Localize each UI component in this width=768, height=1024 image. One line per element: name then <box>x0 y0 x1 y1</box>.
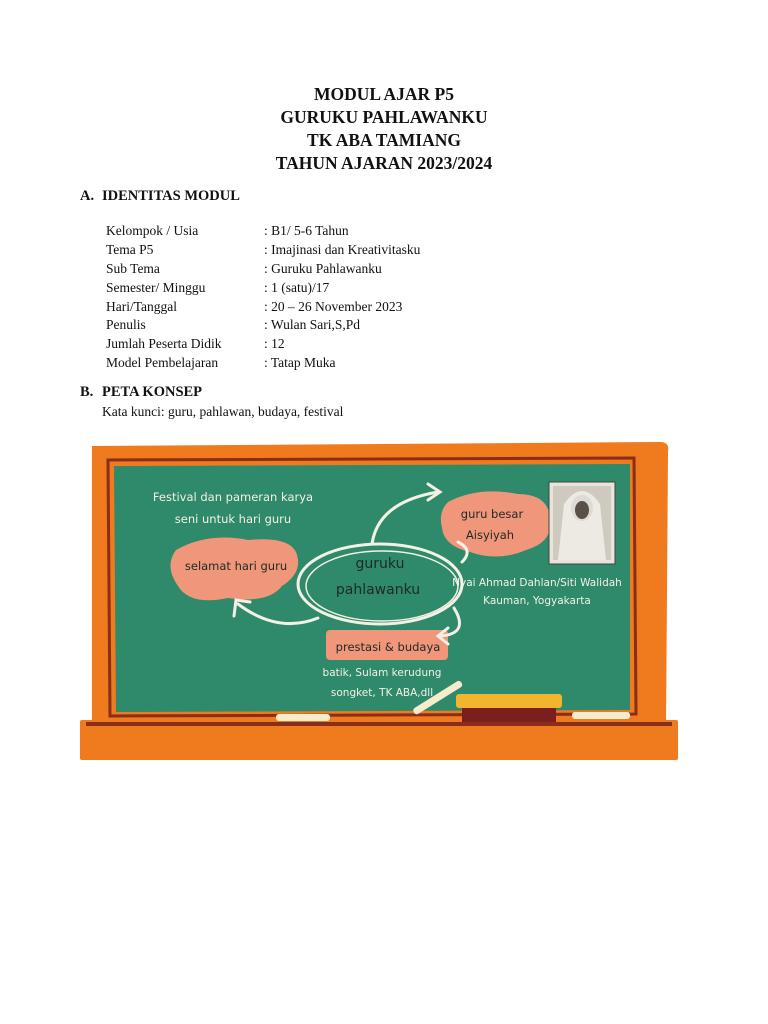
title-line-4: TAHUN AJARAN 2023/2024 <box>275 153 493 173</box>
portrait-photo <box>549 482 615 564</box>
festival-line-1: Festival dan pameran karya <box>152 490 314 504</box>
section-a-number: A. <box>80 188 95 204</box>
selamat-label: selamat hari guru <box>184 559 288 573</box>
identity-value: : 1 (satu)/17 <box>264 279 330 295</box>
nyai-line-1: Nyai Ahmad Dahlan/Siti Walidah <box>452 577 622 589</box>
identity-value: : 12 <box>264 336 285 352</box>
identity-row <box>106 222 420 241</box>
batik-line-2: songket, TK ABA,dll <box>330 687 434 699</box>
guru-besar-line-2: Aisyiyah <box>465 528 515 542</box>
section-a-title: IDENTITAS MODUL <box>102 188 240 204</box>
batik-line-1: batik, Sulam kerudung <box>322 667 442 679</box>
keywords-line: Kata kunci: guru, pahlawan, budaya, festival <box>102 404 344 419</box>
identity-value: : Imajinasi dan Kreativitasku <box>264 241 421 257</box>
identity-row <box>106 260 420 279</box>
section-b-heading <box>80 384 202 401</box>
chalk-stick <box>276 714 330 721</box>
section-a-heading <box>80 188 240 205</box>
identity-value: : Tatap Muka <box>264 355 336 371</box>
identity-label: Tema P5 <box>106 241 154 257</box>
identity-label: Hari/Tanggal <box>106 298 178 314</box>
identity-label: Kelompok / Usia <box>106 223 199 238</box>
identity-label: Jumlah Peserta Didik <box>106 336 222 352</box>
identity-table <box>106 222 420 373</box>
document-title <box>0 83 768 175</box>
title-line-2: GURUKU PAHLAWANKU <box>280 107 488 127</box>
festival-line-2: seni untuk hari guru <box>174 512 292 526</box>
prestasi-label: prestasi & budaya <box>335 640 441 654</box>
section-b-title: PETA KONSEP <box>102 384 203 400</box>
center-line-2: pahlawanku <box>335 582 421 598</box>
identity-label: Sub Tema <box>106 260 160 276</box>
identity-row <box>106 316 420 335</box>
identity-row <box>106 279 420 298</box>
guru-besar-line-1: guru besar <box>460 507 524 521</box>
identity-row <box>106 335 420 354</box>
identity-value: : Guruku Pahlawanku <box>264 260 382 276</box>
identity-label: Semester/ Minggu <box>106 279 206 295</box>
identity-label: Penulis <box>106 317 146 333</box>
identity-label: Model Pembelajaran <box>106 355 219 371</box>
identity-value: : 20 – 26 November 2023 <box>264 298 403 314</box>
identity-row <box>106 241 420 260</box>
identity-row <box>106 354 420 373</box>
title-line-1: MODUL AJAR P5 <box>314 84 454 104</box>
title-line-3: TK ABA TAMIANG <box>307 130 461 150</box>
identity-value: : Wulan Sari,S,Pd <box>264 317 360 333</box>
identity-row <box>106 298 420 317</box>
identity-value: : B1/ 5-6 Tahun <box>264 223 349 238</box>
center-line-1: guruku <box>355 556 405 572</box>
chalk-stick <box>572 712 630 719</box>
guru-besar-blob <box>441 491 551 556</box>
nyai-line-2: Kauman, Yogyakarta <box>483 595 591 607</box>
section-b-number: B. <box>80 384 94 400</box>
concept-map-chalkboard <box>78 438 682 762</box>
